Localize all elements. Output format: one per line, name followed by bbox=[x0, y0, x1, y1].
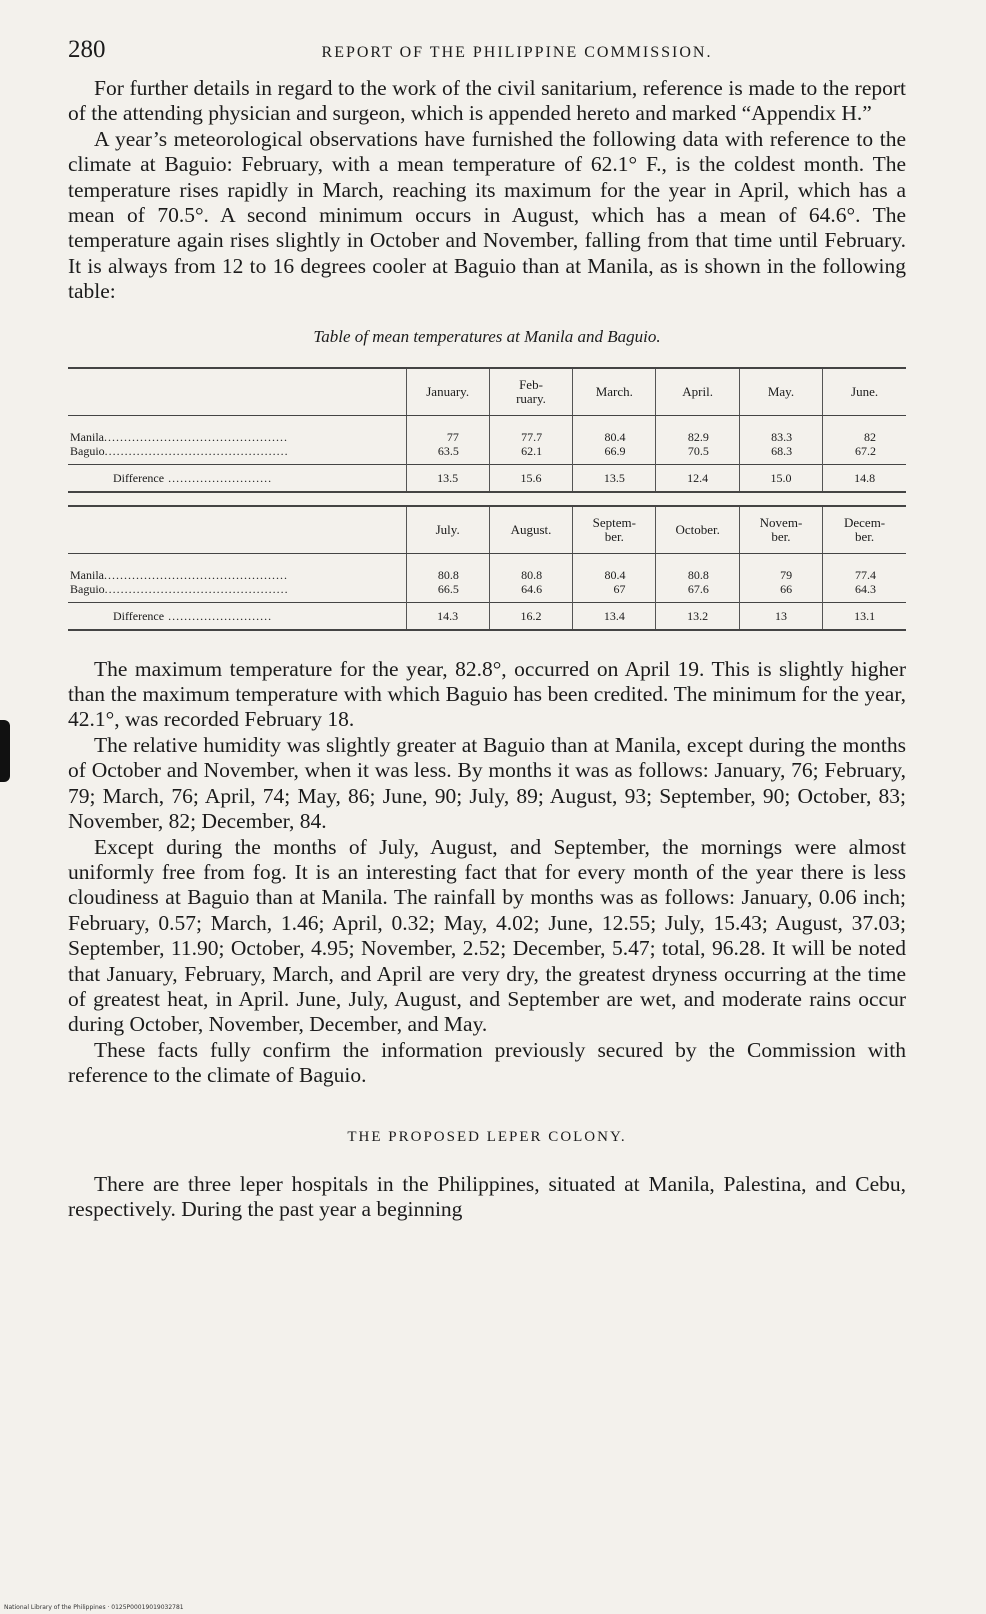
table-cell: 80.4 bbox=[604, 429, 626, 444]
table-row: Manila.............................................. Baguio.............................................. 77 63.5 77.7 62.1 80.4 66.9 82.9 70.5 83.3 68.3 82 67.2 bbox=[68, 415, 906, 464]
document-page bbox=[68, 36, 906, 1222]
paragraph: A year’s meteorological observations have furnished the following data with reference to the climate at Baguio: February, with a mean temperature of 62.1° F., is the coldest month. The temperature rises rapidly in March, reaching its maximum for the year in April, which has a mean of 70.5°. A second minimum occurs in August, which has a mean of 64.6°. The temperature again rises slightly in October and November, falling from that time until February. It is always from 12 to 16 degrees cooler at Baguio than at Manila, as is shown in the following table: bbox=[68, 126, 906, 304]
page-header bbox=[68, 36, 906, 76]
section-heading: THE PROPOSED LEPER COLONY. bbox=[347, 1128, 627, 1145]
column-header: July. bbox=[406, 506, 489, 554]
table-cell: 80.8 bbox=[687, 567, 709, 582]
column-header: Decem- ber. bbox=[823, 506, 906, 554]
table-cell: 70.5 bbox=[687, 443, 709, 458]
table-cell: 67.2 bbox=[855, 443, 876, 458]
row-label: Baguio bbox=[70, 443, 105, 458]
leper-section bbox=[68, 1172, 906, 1223]
table-title: Table of mean temperatures at Manila and Baguio. bbox=[313, 326, 661, 346]
table-cell: 82 bbox=[864, 429, 876, 444]
running-head: REPORT OF THE PHILIPPINE COMMISSION. bbox=[321, 44, 713, 61]
table-cell: 77.7 bbox=[521, 429, 543, 444]
table-cell: 13.2 bbox=[656, 602, 739, 630]
row-label: Manila bbox=[70, 429, 104, 444]
table-cell: 77.4 bbox=[855, 567, 876, 582]
table-cell: 13.1 bbox=[823, 602, 906, 630]
row-label: Difference bbox=[113, 470, 165, 485]
row-label: Baguio bbox=[70, 581, 105, 596]
table-cell: 82.9 bbox=[687, 429, 709, 444]
paragraph: Except during the months of July, August, and September, the mornings were almost uniformly free from fog. It is an interesting fact that for every month of the year there is less cloudiness at Baguio than at Manila. The rainfall by months was as follows: January, 0.06 inch; February, 0.57; March, 1.46; April, 0.32; May, 4.02; June, 12.55; July, 15.43; August, 37.03; September, 11.90; October, 4.95; November, 2.52; December, 5.47; total, 96.28. It will be noted that January, February, March, and April are very dry, the greatest dryness occurring at the time of greatest heat, in April. June, July, August, and September are wet, and moderate rains occur during October, November, December, and May. bbox=[68, 834, 906, 1037]
table-cell: 67.6 bbox=[687, 581, 709, 596]
table-cell: 13 bbox=[739, 602, 822, 630]
table-cell: 66.9 bbox=[604, 443, 626, 458]
column-header: May. bbox=[739, 368, 822, 416]
column-header: June. bbox=[823, 368, 906, 416]
table-cell: 13.5 bbox=[406, 464, 489, 492]
table-cell: 79 bbox=[780, 567, 793, 582]
table-cell: 62.1 bbox=[521, 443, 543, 458]
table-row-difference: Difference .......................... 14.3 16.2 13.4 13.2 13 13.1 bbox=[68, 602, 906, 630]
table-cell: 63.5 bbox=[437, 443, 459, 458]
table-cell: 80.8 bbox=[521, 567, 543, 582]
page-number: 280 bbox=[68, 36, 106, 63]
table-cell: 68.3 bbox=[771, 443, 793, 458]
table-cell: 66 bbox=[780, 581, 793, 596]
table-row-difference: Difference .......................... 13.5 15.6 13.5 12.4 15.0 14.8 bbox=[68, 464, 906, 492]
table-cell: 12.4 bbox=[656, 464, 739, 492]
column-header: October. bbox=[656, 506, 739, 554]
table-cell: 15.0 bbox=[739, 464, 822, 492]
column-header: January. bbox=[406, 368, 489, 416]
table-cell: 14.8 bbox=[823, 464, 906, 492]
paragraph: For further details in regard to the work of the civil sanitarium, reference is made to the report of the attending physician and surgeon, which is appended hereto and marked “Appendix H.” bbox=[68, 76, 906, 126]
table-cell: 15.6 bbox=[489, 464, 572, 492]
row-label: Manila bbox=[70, 567, 104, 582]
table-row: Manila.............................................. Baguio.............................................. 80.8 66.5 80.8 64.6 80.4 67 80.8 67.6 79 66 77.4 64.3 bbox=[68, 553, 906, 602]
table-cell: 64.3 bbox=[855, 581, 876, 596]
archive-footer-note: National Library of the Philippines · 0125P00019019032781 bbox=[4, 1604, 184, 1611]
table-cell: 83.3 bbox=[771, 429, 793, 444]
paragraph: These facts fully confirm the information previously secured by the Commission with reference to the climate of Baguio. bbox=[68, 1037, 906, 1088]
table-cell: 14.3 bbox=[406, 602, 489, 630]
table-cell: 13.4 bbox=[573, 602, 656, 630]
column-header: March. bbox=[573, 368, 656, 416]
paragraph: The maximum temperature for the year, 82.8°, occurred on April 19. This is slightly higher than the maximum temperature with which Baguio has been credited. The minimum for the year, 42.1°, was recorded February 18. bbox=[68, 656, 906, 732]
table-cell: 66.5 bbox=[437, 581, 459, 596]
table-cell: 80.4 bbox=[604, 567, 626, 582]
intro-section bbox=[68, 76, 906, 305]
table-cell: 80.8 bbox=[437, 567, 459, 582]
table-cell: 67 bbox=[613, 581, 626, 596]
column-header: August. bbox=[489, 506, 572, 554]
table-cell: 64.6 bbox=[521, 581, 543, 596]
table-cell: 13.5 bbox=[573, 464, 656, 492]
column-header: Novem- ber. bbox=[739, 506, 822, 554]
column-header: April. bbox=[656, 368, 739, 416]
table-header-row bbox=[68, 506, 906, 554]
climate-section bbox=[68, 657, 906, 1089]
table-header-row bbox=[68, 368, 906, 416]
margin-ink-mark bbox=[0, 720, 10, 782]
paragraph: The relative humidity was slightly greater at Baguio than at Manila, except during the months of October and November, when it was less. By months it was as follows: January, 76; February, 79; March, 76; April, 74; May, 86; June, 90; July, 89; August, 93; September, 90; October, 83; November, 82; December, 84. bbox=[68, 732, 906, 834]
temperature-table bbox=[68, 367, 906, 631]
table-cell: 16.2 bbox=[489, 602, 572, 630]
column-header: Feb- ruary. bbox=[489, 368, 572, 416]
paragraph: There are three leper hospitals in the Philippines, situated at Manila, Palestina, and Cebu, respectively. During the past year a beginning bbox=[68, 1171, 906, 1221]
row-label: Difference bbox=[113, 608, 165, 623]
table-cell: 77 bbox=[446, 429, 459, 444]
column-header: Septem- ber. bbox=[573, 506, 656, 554]
